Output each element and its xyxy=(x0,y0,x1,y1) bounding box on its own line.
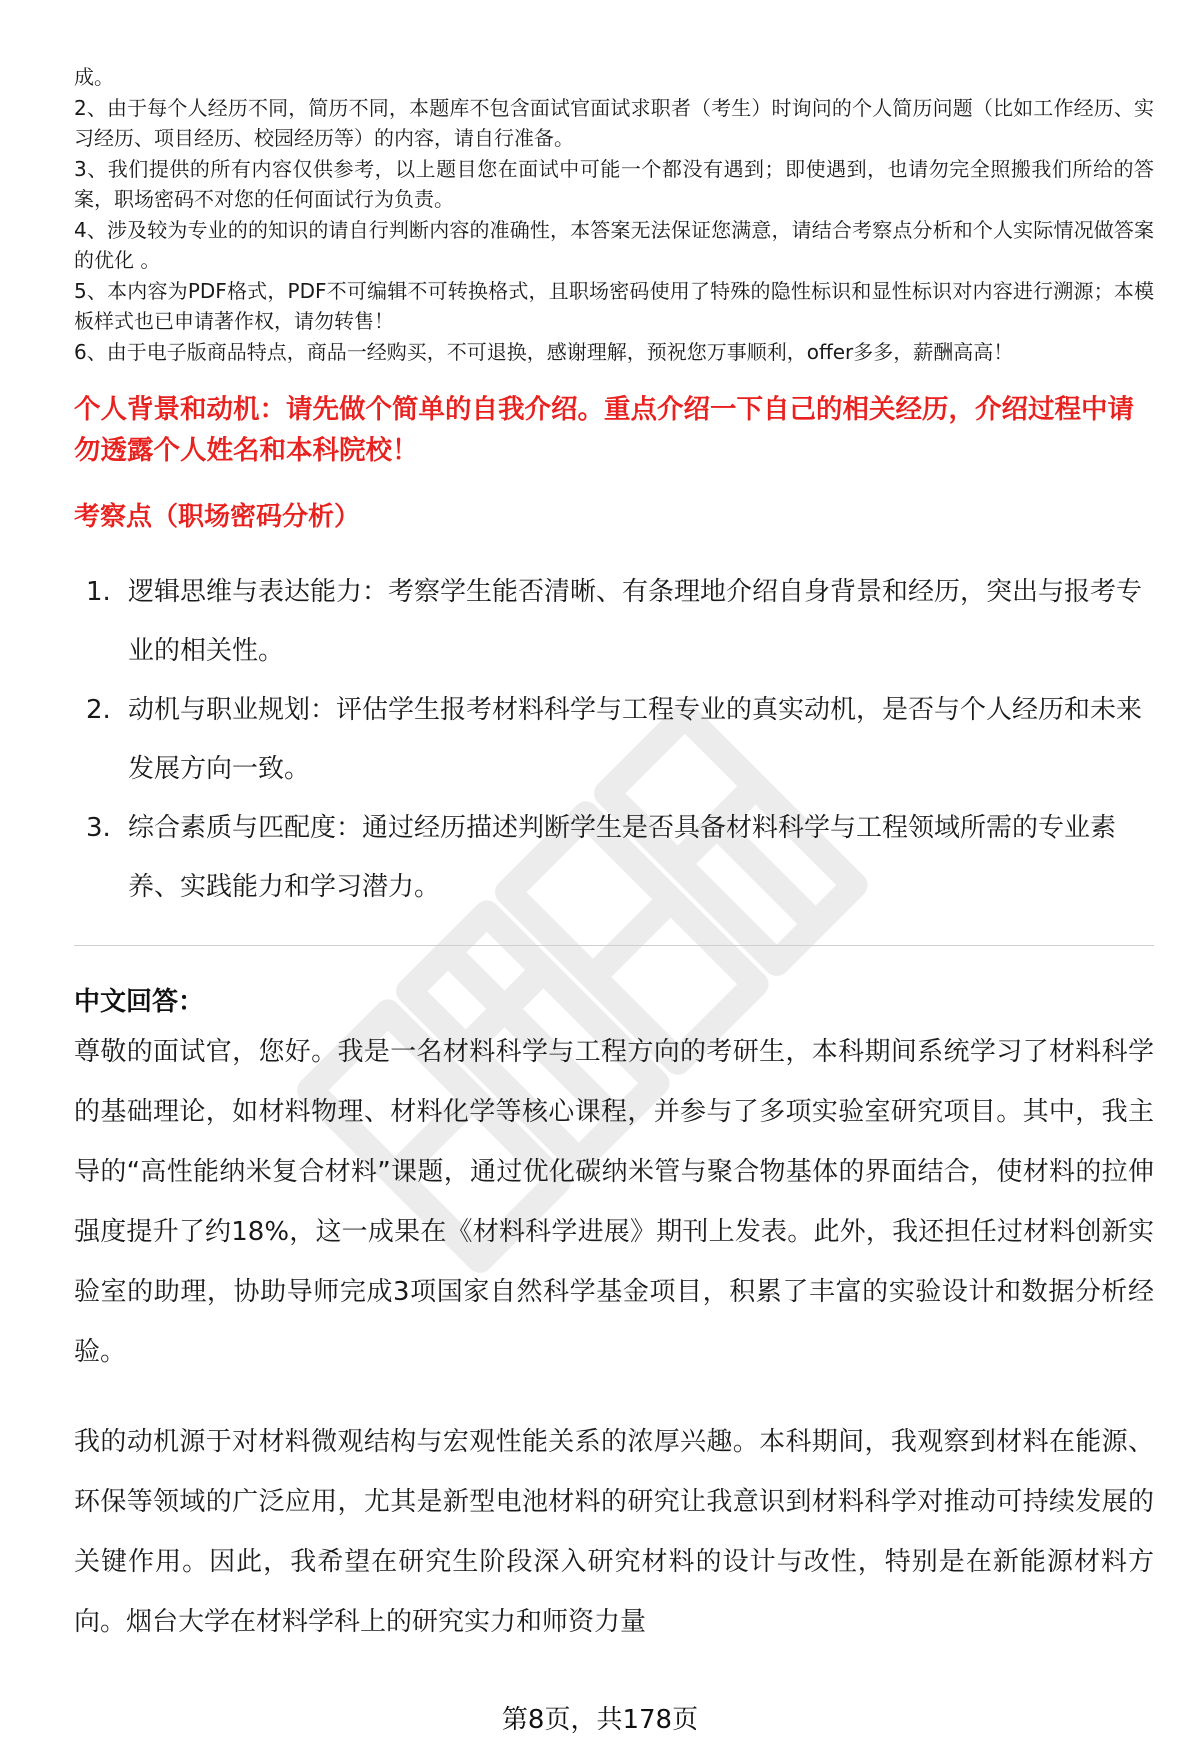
page-number: 第8页，共178页 xyxy=(501,1705,699,1735)
analysis-point xyxy=(74,563,1154,681)
question-heading: 个人背景和动机：请先做个简单的自我介绍。重点介绍一下自己的相关经历，介绍过程中请勿透露个人姓名和本科院校！ xyxy=(74,394,1134,466)
note-line: 3、我们提供的所有内容仅供参考，以上题目您在面试中可能一个都没有遇到；即使遇到，也请勿完全照搬我们所给的答案，职场密码不对您的任何面试行为负责。 xyxy=(74,156,1154,211)
point-number: 2. xyxy=(86,695,111,725)
answer-paragraph: 我的动机源于对材料微观结构与宏观性能关系的浓厚兴趣。本科期间，我观察到材料在能源、环保等领域的广泛应用，尤其是新型电池材料的研究让我意识到材料科学对推动可持续发展的关键作用。因此，我希望在研究生阶段深入研究材料的设计与改性，特别是在新能源材料方向。烟台大学在材料学科上的研究实力和师资力量 xyxy=(74,1427,1154,1637)
content-area xyxy=(74,62,1154,1652)
answer-paragraph: 尊敬的面试官，您好。我是一名材料科学与工程方向的考研生，本科期间系统学习了材料科学的基础理论，如材料物理、材料化学等核心课程，并参与了多项实验室研究项目。其中，我主导的“高性能纳米复合材料”课题，通过优化碳纳米管与聚合物基体的界面结合，使材料的拉伸强度提升了约18%，这一成果在《材料科学进展》期刊上发表。此外，我还担任过材料创新实验室的助理，协助导师完成3项国家自然科学基金项目，积累了丰富的实验设计和数据分析经验。 xyxy=(74,1037,1154,1367)
note-line: 6、由于电子版商品特点，商品一经购买，不可退换，感谢理解，预祝您万事顺利，offer多多，薪酬高高！ xyxy=(74,339,1014,364)
answer-title: 中文回答： xyxy=(74,987,205,1017)
point-text: 动机与职业规划：评估学生报考材料科学与工程专业的真实动机，是否与个人经历和未来发展方向一致。 xyxy=(128,695,1143,784)
note-line: 2、由于每个人经历不同，简历不同，本题库不包含面试官面试求职者（考生）时询问的个人简历问题（比如工作经历、实习经历、项目经历、校园经历等）的内容，请自行准备。 xyxy=(74,95,1154,150)
analysis-point xyxy=(74,681,1154,799)
section-divider xyxy=(74,945,1154,946)
note-line: 成。 xyxy=(74,65,114,89)
analysis-points xyxy=(74,563,1154,917)
point-text: 综合素质与匹配度：通过经历描述判断学生是否具备材料科学与工程领域所需的专业素养、实践能力和学习潜力。 xyxy=(128,813,1117,902)
disclaimer-notes xyxy=(74,62,1154,367)
point-number: 3. xyxy=(86,813,111,843)
answer-body xyxy=(74,1022,1154,1652)
point-number: 1. xyxy=(86,577,111,607)
analysis-point xyxy=(74,799,1154,917)
note-line: 5、本内容为PDF格式，PDF不可编辑不可转换格式，且职场密码使用了特殊的隐性标识和显性标识对内容进行溯源；本模板样式也已申请著作权，请勿转售！ xyxy=(74,278,1154,333)
analysis-title: 考察点（职场密码分析） xyxy=(74,502,361,532)
point-text: 逻辑思维与表达能力：考察学生能否清晰、有条理地介绍自身背景和经历，突出与报考专业的相关性。 xyxy=(128,577,1143,666)
note-line: 4、涉及较为专业的的知识的请自行判断内容的准确性，本答案无法保证您满意，请结合考察点分析和个人实际情况做答案的优化 。 xyxy=(74,217,1154,272)
